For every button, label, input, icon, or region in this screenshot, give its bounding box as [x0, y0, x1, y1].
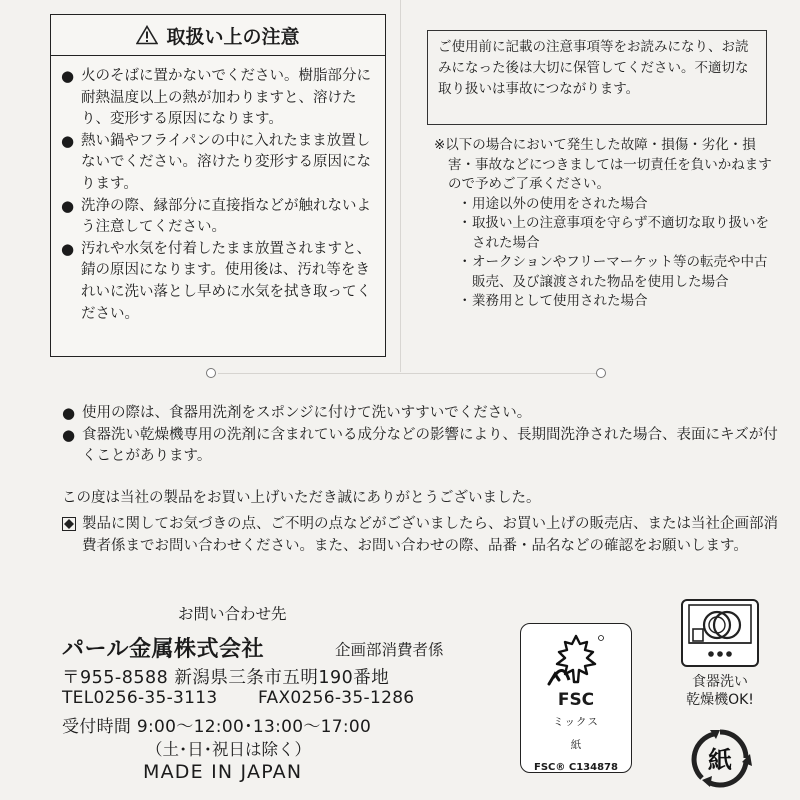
- dishwasher-text: [670, 673, 770, 709]
- holiday-note: （土･日･祝日は除く）: [146, 740, 311, 759]
- disclaimer-list: [434, 195, 774, 312]
- disclaimer-intro: ※以下の場合において発生した故障・損傷・劣化・損害・事故などにつきましては一切責任を負いかねますので予めご了承ください。: [434, 137, 772, 192]
- fold-line: [218, 373, 602, 374]
- fsc-title: FSC: [557, 690, 595, 710]
- disclaimer-item: ・ オークションやフリーマーケット等の転売や中古販売、及び譲渡された物品を使用した場合: [458, 253, 774, 292]
- business-hours: 受付時間 9:00〜12:00･13:00〜17:00: [62, 717, 372, 737]
- inquiry-text: 製品に関してお気づきの点、ご不明の点などがございましたら、お買い上げの販売店、または当社企画部消費者係までお問い合わせください。また、お問い合わせの際、品番・品名などの確認をお願いします。: [82, 516, 778, 554]
- warning-icon: [136, 25, 158, 45]
- dishwasher-icon: [681, 599, 759, 667]
- usage-item: ● 食器洗い乾燥機専用の洗剤に含まれている成分などの影響により、長期間洗浄された場合、表面にキズが付くことがあります。: [62, 425, 782, 468]
- fsc-label: [520, 623, 632, 773]
- caution-header: [51, 15, 385, 56]
- disclaimer: [434, 136, 774, 312]
- inquiry-note: [62, 514, 784, 557]
- disclaimer-item: ・ 業務用として使用された場合: [458, 292, 774, 312]
- punch-hole: [596, 368, 606, 378]
- fsc-paper: 紙: [570, 739, 582, 751]
- paper-recycle-label: 紙: [708, 746, 732, 774]
- department: 企画部消費者係: [335, 641, 444, 659]
- punch-hole: [206, 368, 216, 378]
- paper-recycle-icon: [686, 726, 754, 792]
- caution-box: [50, 14, 386, 357]
- caution-item: ● 汚れや水気を付着したまま放置されますと、錆の原因になります。使用後は、汚れ等をきれいに洗い落とし早めに水気を拭き取ってください。: [61, 239, 377, 325]
- disclaimer-item: ・ 用途以外の使用をされた場合: [458, 195, 774, 215]
- caution-item: ● 洗浄の際、縁部分に直接指などが触れないよう注意してください。: [61, 196, 377, 239]
- diamond-box-icon: [62, 517, 76, 531]
- fsc-mix: ミックス: [553, 716, 599, 728]
- thanks-text: この度は当社の製品をお買い上げいただき誠にありがとうございました。: [62, 490, 541, 506]
- notice-box: ご使用前に記載の注意事項等をお読みになり、お読みになった後は大切に保管してください。不適切な取り扱いは事故につながります。: [427, 30, 767, 125]
- dishwasher-line2: 乾燥機OK!: [686, 692, 754, 708]
- caution-title: 取扱い上の注意: [166, 25, 300, 48]
- caution-item: ● 熱い鍋やフライパンの中に入れたまま放置しないでください。溶けたり変形する原因になります。: [61, 131, 377, 196]
- company-name: パール金属株式会社: [62, 637, 265, 662]
- caution-item: ● 火のそばに置かないでください。樹脂部分に耐熱温度以上の熱が加わりますと、溶けたり、変形する原因になります。: [61, 66, 377, 131]
- fold-line: [400, 0, 401, 372]
- disclaimer-item: ・ 取扱い上の注意事項を守らず不適切な取り扱いをされた場合: [458, 214, 774, 253]
- usage-notes: [62, 403, 782, 468]
- caution-list: [51, 56, 385, 325]
- made-in: MADE IN JAPAN: [143, 761, 303, 783]
- address: 〒955-8588 新潟県三条市五明190番地: [62, 668, 390, 688]
- dishwasher-line1: 食器洗い: [692, 674, 748, 690]
- fax: FAX0256-35-1286: [258, 688, 415, 708]
- tel: TEL0256-35-3113: [62, 688, 218, 708]
- dishwasher-graphic: [683, 601, 757, 665]
- contact-label: お問い合わせ先: [178, 605, 287, 623]
- fsc-code: FSC® C134878: [534, 762, 618, 773]
- fsc-tree-icon: [545, 632, 607, 690]
- usage-item: ● 使用の際は、食器用洗剤をスポンジに付けて洗いすすいでください。: [62, 403, 782, 425]
